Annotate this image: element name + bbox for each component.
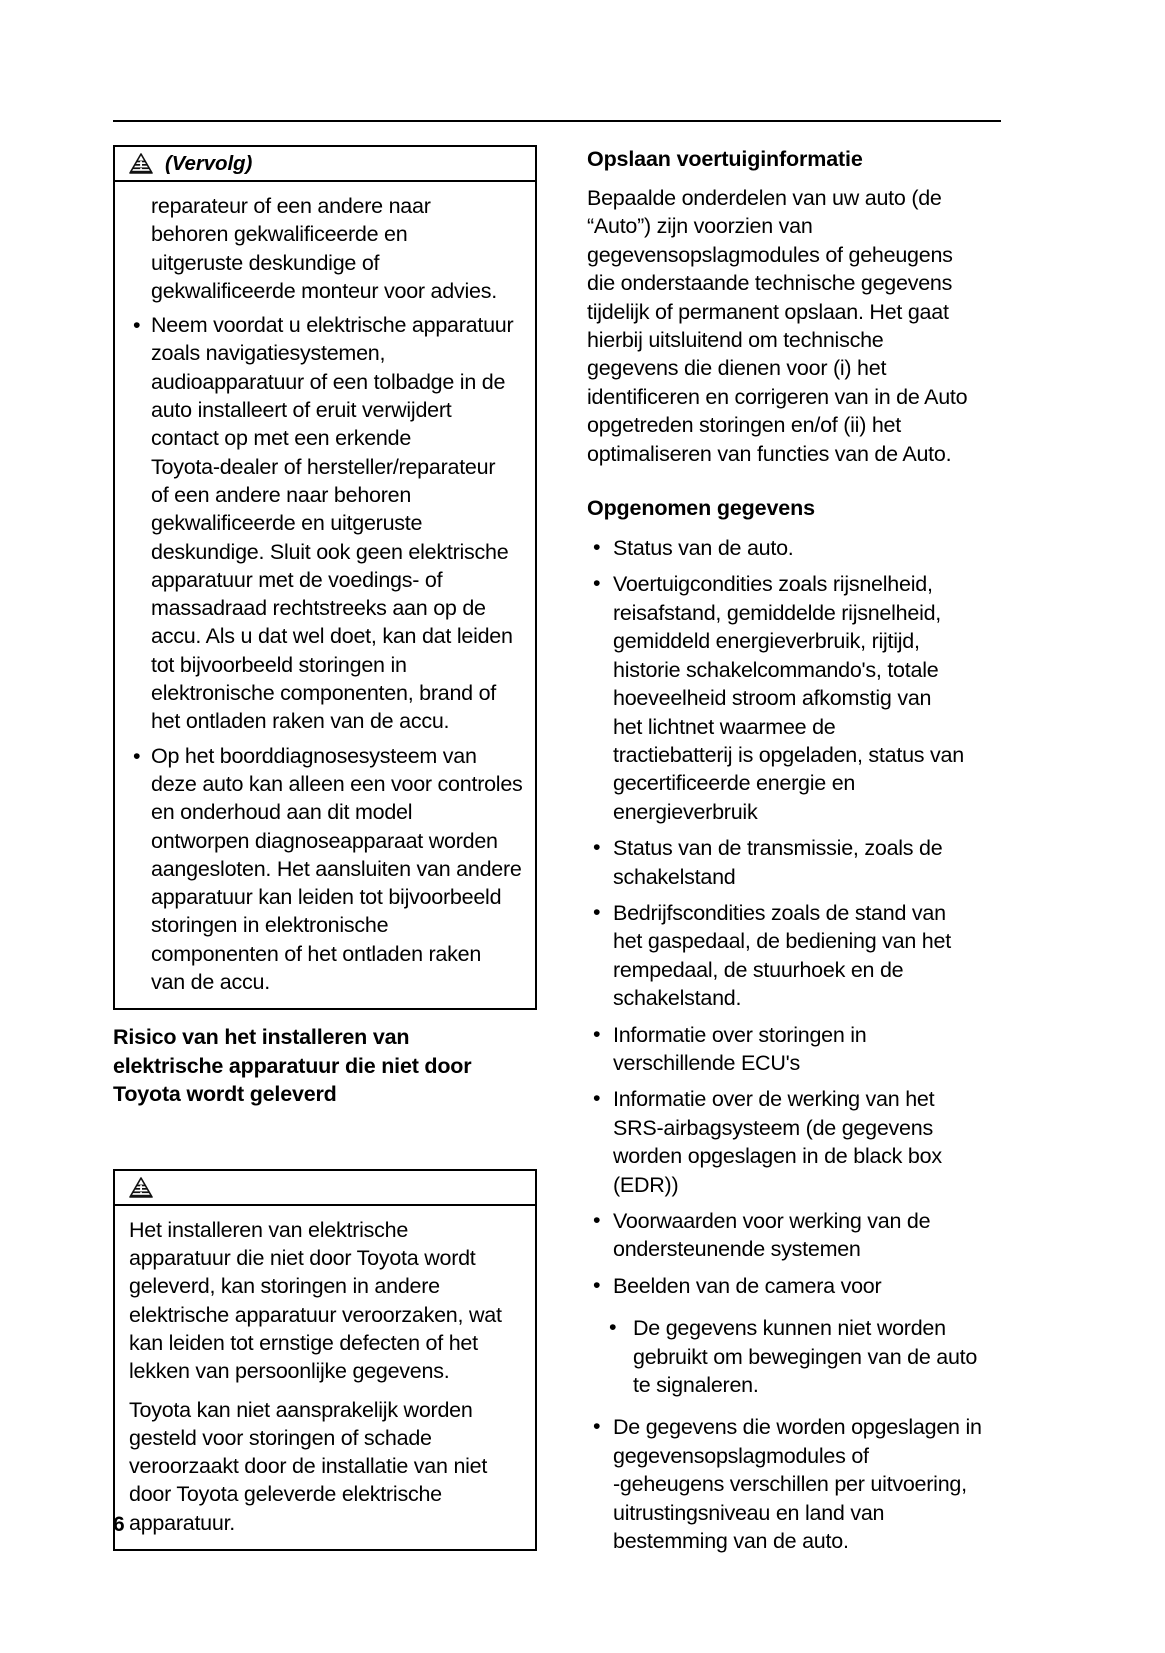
list-item (587, 899, 1011, 1013)
text-line: deskundige. Sluit ook geen elektrische (151, 539, 509, 564)
bullet-marker: • (593, 1272, 601, 1297)
list-item (129, 742, 529, 997)
list-item-text (613, 570, 1011, 826)
text-line: het lichtnet waarmee de (613, 714, 836, 739)
text-line: geleverd, kan storingen in andere (129, 1274, 440, 1299)
header-rule (113, 120, 1001, 122)
text-line: apparatuur. (129, 1510, 236, 1535)
list-item (587, 1021, 1011, 1078)
paragraph (129, 1396, 529, 1537)
text-line: componenten of het ontladen raken (151, 941, 482, 966)
list-item-text (613, 834, 1011, 891)
continued-paragraph (129, 192, 529, 305)
text-line: ontworpen diagnoseapparaat worden (151, 828, 498, 853)
warning-box-header (115, 147, 535, 182)
warning-box-header (115, 1171, 535, 1206)
text-line: De gegevens die worden opgeslagen in (613, 1415, 982, 1440)
text-line: auto installeert of eruit verwijdert (151, 398, 452, 423)
text-line: Toyota kan niet aansprakelijk worden (129, 1397, 473, 1422)
list-item (587, 834, 1011, 891)
text-line: gesteld voor storingen of schade (129, 1425, 432, 1450)
list-item (587, 1272, 1011, 1300)
text-line: tot bijvoorbeeld storingen in (151, 652, 407, 677)
text-line: schakelstand. (613, 986, 742, 1011)
text-line: verschillende ECU's (613, 1050, 800, 1075)
list-item (587, 1085, 1011, 1199)
text-line: hoeveelheid stroom afkomstig van (613, 686, 932, 711)
text-line: gekwalificeerde monteur voor advies. (151, 278, 497, 303)
text-line: massadraad rechtstreeks aan op de (151, 596, 486, 621)
warning-box-notice (113, 1169, 537, 1551)
right-column (587, 145, 1011, 1563)
text-line: Bepaalde onderdelen van uw auto (de (587, 186, 942, 210)
text-line: Informatie over de werking van het (613, 1087, 935, 1112)
text-line: Bedrijfscondities zoals de stand van (613, 900, 946, 925)
text-line: elektrische apparatuur veroorzaken, wat (129, 1302, 502, 1327)
text-line: rempedaal, de stuurhoek en de (613, 957, 904, 982)
bullet-marker: • (133, 743, 141, 768)
text-line: gegevensopslagmodules of (613, 1443, 869, 1468)
list-item (587, 534, 1011, 562)
text-line: apparatuur met de voedings- of (151, 567, 443, 592)
warning-bullet-list (129, 311, 529, 996)
warning-box-body (115, 1206, 535, 1549)
text-line: audioapparatuur of een tolbadge in de (151, 369, 506, 394)
text-line: storingen in elektronische (151, 913, 389, 938)
text-line: reisafstand, gemiddelde rijsnelheid, (613, 600, 942, 625)
text-line: Informatie over storingen in (613, 1022, 867, 1047)
text-line: gegevensopslagmodules of geheugens (587, 242, 953, 267)
text-line: die onderstaande technische gegevens (587, 271, 953, 296)
text-line: het gaspedaal, de bediening van het (613, 929, 951, 954)
list-item-text (613, 1085, 1011, 1199)
text-line: uitgeruste deskundige of (151, 250, 380, 275)
text-line: (EDR)) (613, 1172, 679, 1197)
list-item-text (613, 534, 1011, 562)
warning-box-title: (Vervolg) (165, 151, 253, 175)
text-line: Beelden van de camera voor (613, 1273, 882, 1298)
warning-box-vervolg (113, 145, 537, 1010)
text-line: hierbij uitsluitend om technische (587, 328, 884, 353)
text-line: worden opgeslagen in de black box (613, 1144, 942, 1169)
left-column (113, 145, 537, 1551)
warning-triangle-icon (129, 153, 153, 174)
list-item-text (613, 1021, 1011, 1078)
text-line: gebruikt om bewegingen van de auto (633, 1344, 978, 1369)
text-line: elektronische componenten, brand of (151, 681, 497, 706)
text-line: door Toyota geleverde elektrische (129, 1482, 442, 1507)
list-item-text (613, 1413, 1011, 1555)
text-line: “Auto”) zijn voorzien van (587, 214, 813, 239)
spacer (113, 1109, 537, 1169)
section-heading-risico (113, 1023, 537, 1109)
text-line: uitrustingsniveau en land van (613, 1500, 885, 1525)
text-line: Het installeren van elektrische (129, 1217, 409, 1242)
text-line: gegevens die dienen voor (i) het (587, 356, 887, 381)
text-line: Status van de transmissie, zoals de (613, 836, 943, 861)
text-line: Op het boorddiagnosesysteem van (151, 743, 477, 768)
text-line: identificeren en corrigeren van in de Auto (587, 384, 968, 409)
sub-list-item (587, 1314, 1011, 1399)
text-line: accu. Als u dat wel doet, kan dat leiden (151, 624, 513, 649)
text-line: tijdelijk of permanent opslaan. Het gaat (587, 299, 949, 324)
text-line: lekken van persoonlijke gegevens. (129, 1359, 450, 1384)
list-item (587, 1207, 1011, 1264)
bullet-marker: • (593, 1208, 601, 1232)
text-line: Neem voordat u elektrische apparatuur (151, 313, 514, 338)
heading-line: Risico van het installeren van (113, 1025, 410, 1050)
text-line: De gegevens kunnen niet worden (633, 1316, 946, 1341)
text-line: -geheugens verschillen per uitvoering, (613, 1472, 967, 1497)
heading-line: elektrische apparatuur die niet door (113, 1053, 472, 1078)
text-line: gecertificeerde energie en (613, 771, 856, 796)
text-line: zoals navigatiesystemen, (151, 341, 386, 366)
bullet-marker: • (133, 313, 141, 338)
bullet-marker: • (593, 1086, 601, 1111)
text-line: optimaliseren van functies van de Auto. (587, 441, 952, 466)
recorded-data-list (587, 534, 1011, 1555)
text-line: opgetreden storingen en/of (ii) het (587, 413, 901, 438)
text-line: en onderhoud aan dit model (151, 800, 413, 825)
warning-box-body (115, 182, 535, 1008)
paragraph (129, 1216, 529, 1386)
warning-triangle-icon (129, 1177, 153, 1198)
text-line: behoren gekwalificeerde en (151, 222, 408, 247)
text-line: reparateur of een andere naar (151, 194, 431, 218)
text-line: schakelstand (613, 864, 736, 889)
paragraph-opslaan (587, 184, 1011, 468)
text-line: Status van de auto. (613, 536, 794, 561)
text-line: energieverbruik (613, 799, 758, 824)
text-line: apparatuur kan leiden tot bijvoorbeeld (151, 885, 502, 910)
text-line: bestemming van de auto. (613, 1529, 849, 1554)
text-line: apparatuur die niet door Toyota wordt (129, 1246, 476, 1271)
list-item-text (613, 899, 1011, 1013)
text-line: veroorzaakt door de installatie van niet (129, 1454, 488, 1479)
bullet-marker: • (593, 1021, 601, 1046)
list-item (587, 570, 1011, 826)
text-line: Voorwaarden voor werking van de (613, 1209, 931, 1233)
list-item (587, 1413, 1011, 1555)
text-line: te signaleren. (633, 1373, 759, 1398)
text-line: aangesloten. Het aansluiten van andere (151, 856, 522, 881)
text-line: het ontladen raken van de accu. (151, 709, 450, 734)
section-heading-opslaan: Opslaan voertuiginformatie (587, 147, 863, 171)
text-line: Voertuigcondities zoals rijsnelheid, (613, 572, 933, 597)
list-item-text (633, 1314, 1011, 1399)
text-line: SRS-airbagsysteem (de gegevens (613, 1115, 933, 1140)
text-line: contact op met een erkende (151, 426, 412, 451)
text-line: ondersteunende systemen (613, 1237, 861, 1262)
bullet-marker: • (593, 835, 601, 860)
bullet-marker: • (593, 571, 601, 596)
list-item (129, 311, 529, 735)
text-line: gekwalificeerde en uitgeruste (151, 511, 423, 536)
bullet-marker: • (593, 899, 601, 924)
text-line: Toyota-dealer of hersteller/reparateur (151, 454, 496, 479)
text-line: kan leiden tot ernstige defecten of het (129, 1331, 478, 1355)
bullet-marker: • (609, 1315, 617, 1340)
section-heading-opgenomen: Opgenomen gegevens (587, 496, 815, 521)
list-item-text (613, 1207, 1011, 1264)
text-line: gemiddeld energieverbruik, rijtijd, (613, 629, 920, 654)
page-number: 6 (113, 1513, 125, 1536)
text-line: historie schakelcommando's, totale (613, 657, 939, 682)
text-line: van de accu. (151, 970, 270, 995)
text-line: of een andere naar behoren (151, 482, 412, 507)
list-item-text (151, 742, 529, 997)
list-item-text (613, 1272, 1011, 1300)
bullet-marker: • (593, 1414, 601, 1439)
text-line: tractiebatterij is opgeladen, status van (613, 742, 964, 767)
text-line: deze auto kan alleen een voor controles (151, 771, 523, 796)
list-item-text (151, 311, 529, 735)
bullet-marker: • (593, 535, 601, 560)
heading-line: Toyota wordt geleverd (113, 1082, 337, 1107)
